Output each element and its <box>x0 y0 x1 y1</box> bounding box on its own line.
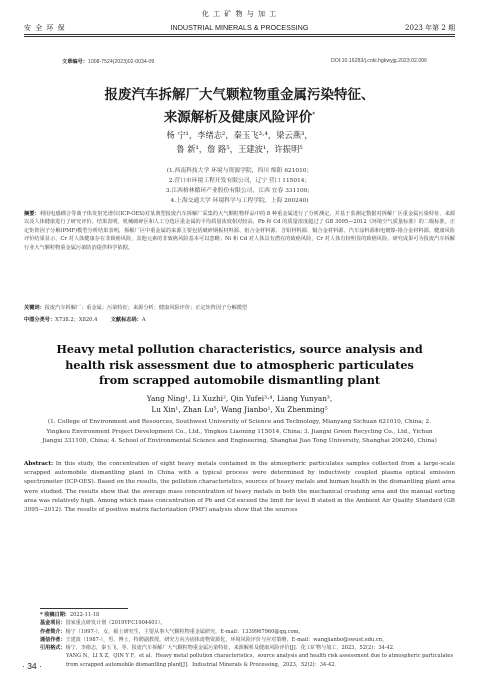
footnote-corresponding: 通信作者：王建波（1987-），男，博士，特聘副教授，研究方向为固体废物资源化，环境风险评价与应对策略，E-mail：wangjianbo@swust.edu.cn。 <box>40 636 388 643</box>
cn-keywords-text: 报废汽车拆解厂；重金属；污染特征；来源分析；健康风险评价；正定矩阵因子分解模型 <box>44 305 248 311</box>
section-label: 安 全 环 保 <box>24 24 66 32</box>
clc-label: 中图分类号： <box>24 317 56 323</box>
doc-code-label: 文献标志码： <box>110 317 142 323</box>
header-rule <box>24 34 455 35</box>
doc-code-value: A <box>141 317 146 323</box>
cn-title-line1: 报废汽车拆解厂大气颗粒物重金属污染特征、 <box>104 87 375 103</box>
en-abstract-text: In this study, the concentration of eight heavy metals contained in the atmospheric particulates samples collected from a large-scale scrapped automobile dismantling plant in China with a typical process were determined by inductively coupled plasma optical emission spectrometer (ICP-OES). Based on the results, the pollution characteristics, sources of heavy metals and human health in the dismantling plant area were studied. The results show that the average mass concentration of heavy metals in both the mechanical crushing area and the manual sorting area was relatively high. Among which mass concentration of Pb and Cd exceed the limit for level B stated in the Ambient Air Quality Standard (GB 3095—2012). The results of positive matrix factorization (PMF) analysis show that the sources <box>24 461 456 514</box>
cn-affiliation: (1.西南科技大学 环境与资源学院，四川 绵阳 621010； <box>166 168 313 174</box>
cn-abstract-text: 利用电感耦合等离子体发射光谱仪(ICP-OES)对某典型报废汽车拆解厂采集的大气颗粒物样品中的 8 种重金属进行了分析测定，并基于监测定数据对拆解厂区重金属污染特征、来源以及人体健康进行了研究评价。结果表明，机械破碎区和人工分选区重金属的平均质量浓度相对较高，Pb 和 Cd 的质量浓度超过了 GB 3095—2012《环境空气质量标准》的二级标准。正定矩阵因子分解(PMF)模型分析结果表明，拆解厂区中重金属的来源主要包括破碎钢板材料源、铝合金材料源、含铅材料源、铜合金材料源、汽车涂料源和电镀镍-铬合金材料源。健康风险评价结果显示，Cr 对人体健康存在非致癌风险，其他元素的非致癌风险基本可以忽略；Ni 和 Cd 对人体具有潜在的致癌风险，Cr 对人体有较明显的致癌风险。研究成果可为报废汽车拆解行业大气颗粒物重金属污染防治提供科学依据。 <box>24 211 455 251</box>
cn-authors-line2: 鲁 新¹，詹 路⁵，王建波¹，许振明⁵ <box>176 144 303 154</box>
footnote-citation-cn: 引用格式：杨宁，李绪志，秦玉飞，等．报废汽车拆解厂大气颗粒物重金属污染特征、来源解析及健康风险评价[J]．化工矿物与加工，2023，52(2)：34-42． <box>40 645 399 652</box>
cn-affiliation: 3.江西格林循环产业股份有限公司，江西 宜春 331100； <box>165 188 314 194</box>
cn-title-line2: 来源解析及健康风险评价 <box>163 109 313 126</box>
en-title-line1: Heavy metal pollution characteristics, source analysis and <box>56 342 423 356</box>
en-affiliations: (1. College of Environment and Resources, Southwest University of Science and Technology, Mianyang Sichuan 621010, China; 2. Yingkou Environment Project Development Co., Ltd., Yingkou Liaoning 115014, China; 3. Jiangxi Green Recycling Co., Ltd., Yichun Jiangxi 331100, China; 4. School of Environmental Science and Engineering, Shanghai Jiao Tong University, Shanghai 200240, China) <box>42 419 437 444</box>
en-authors-line1: Yang Ning¹, Li Xuzhi², Qin Yufei³·⁴, Liang Yunyan³, <box>146 394 333 403</box>
article-number-label: 文章编号： <box>62 59 88 65</box>
cn-keywords-label: 关键词： <box>24 305 45 311</box>
cn-title <box>40 86 439 128</box>
issue-label: 2023 年第 2 期 <box>405 24 455 32</box>
en-authors-line2: Lu Xin¹, Zhan Lu⁵, Wang Jianbo¹, Xu Zhenming⁵ <box>151 405 328 414</box>
cn-classification <box>24 316 455 324</box>
article-number-value: 1008-7524(2023)02-0034-09 <box>87 59 155 65</box>
cn-affiliation: 4.上海交通大学 环境科学与工程学院，上海 200240) <box>170 198 309 204</box>
cn-authors-line1: 杨 宁¹，李绪志²，秦玉飞³·⁴，梁云燕³， <box>166 130 313 140</box>
en-title <box>40 342 439 389</box>
en-title-line3: from scrapped automobile dismantling plant <box>98 373 380 387</box>
footnote-author-bio: 作者简介：杨宁（1997-），女，硕士研究生，主要从事大气颗粒物重金属研究，E-mail：1339967960@qq.com。 <box>40 628 304 635</box>
footnotes <box>40 611 455 669</box>
en-authors <box>30 393 449 415</box>
page-number: · 34 · <box>22 661 42 671</box>
article-number <box>62 58 154 65</box>
footnote-rule <box>40 608 128 609</box>
cn-title-mark: * <box>312 111 316 118</box>
footnote-citation-en: YANG N，LI X Z，QIN Y F，et al．Heavy metal pollution characteristics，source analysis and health risk assessment due to atmospheric particulates from scrapped automobile dismantling plant[J]．Industrial Minerals & Processing，2023，52(2)：34-42． <box>66 653 454 668</box>
cn-authors <box>30 128 449 156</box>
header-rule-thin <box>24 36 455 37</box>
en-abstract <box>24 460 455 515</box>
en-abstract-label: Abstract: <box>24 461 54 467</box>
footnote-received: * 收稿日期：2022-11-18 <box>40 612 100 618</box>
footnote-funding: 基金项目：国家重点研发计划（2019YFC1904401）。 <box>40 620 166 627</box>
journal-name-en: INDUSTRIAL MINERALS & PROCESSING <box>170 23 309 32</box>
doi: DOI:10.16283/j.cnki.hgkwyjg.2023.02.006 <box>330 58 427 64</box>
en-title-line2: health risk assessment due to atmospheric particulates <box>65 357 414 372</box>
cn-affiliations <box>30 166 449 206</box>
cn-abstract <box>24 210 455 252</box>
journal-name-cn: 化 工 矿 物 与 加 工 <box>201 10 278 18</box>
cn-abstract-label: 摘要： <box>24 211 40 217</box>
cn-affiliation: 2.营口市环境工程开发有限公司，辽宁 营口 115014； <box>168 178 311 184</box>
clc-value: X738.2；X820.4 <box>55 317 98 323</box>
cn-keywords <box>24 304 455 312</box>
